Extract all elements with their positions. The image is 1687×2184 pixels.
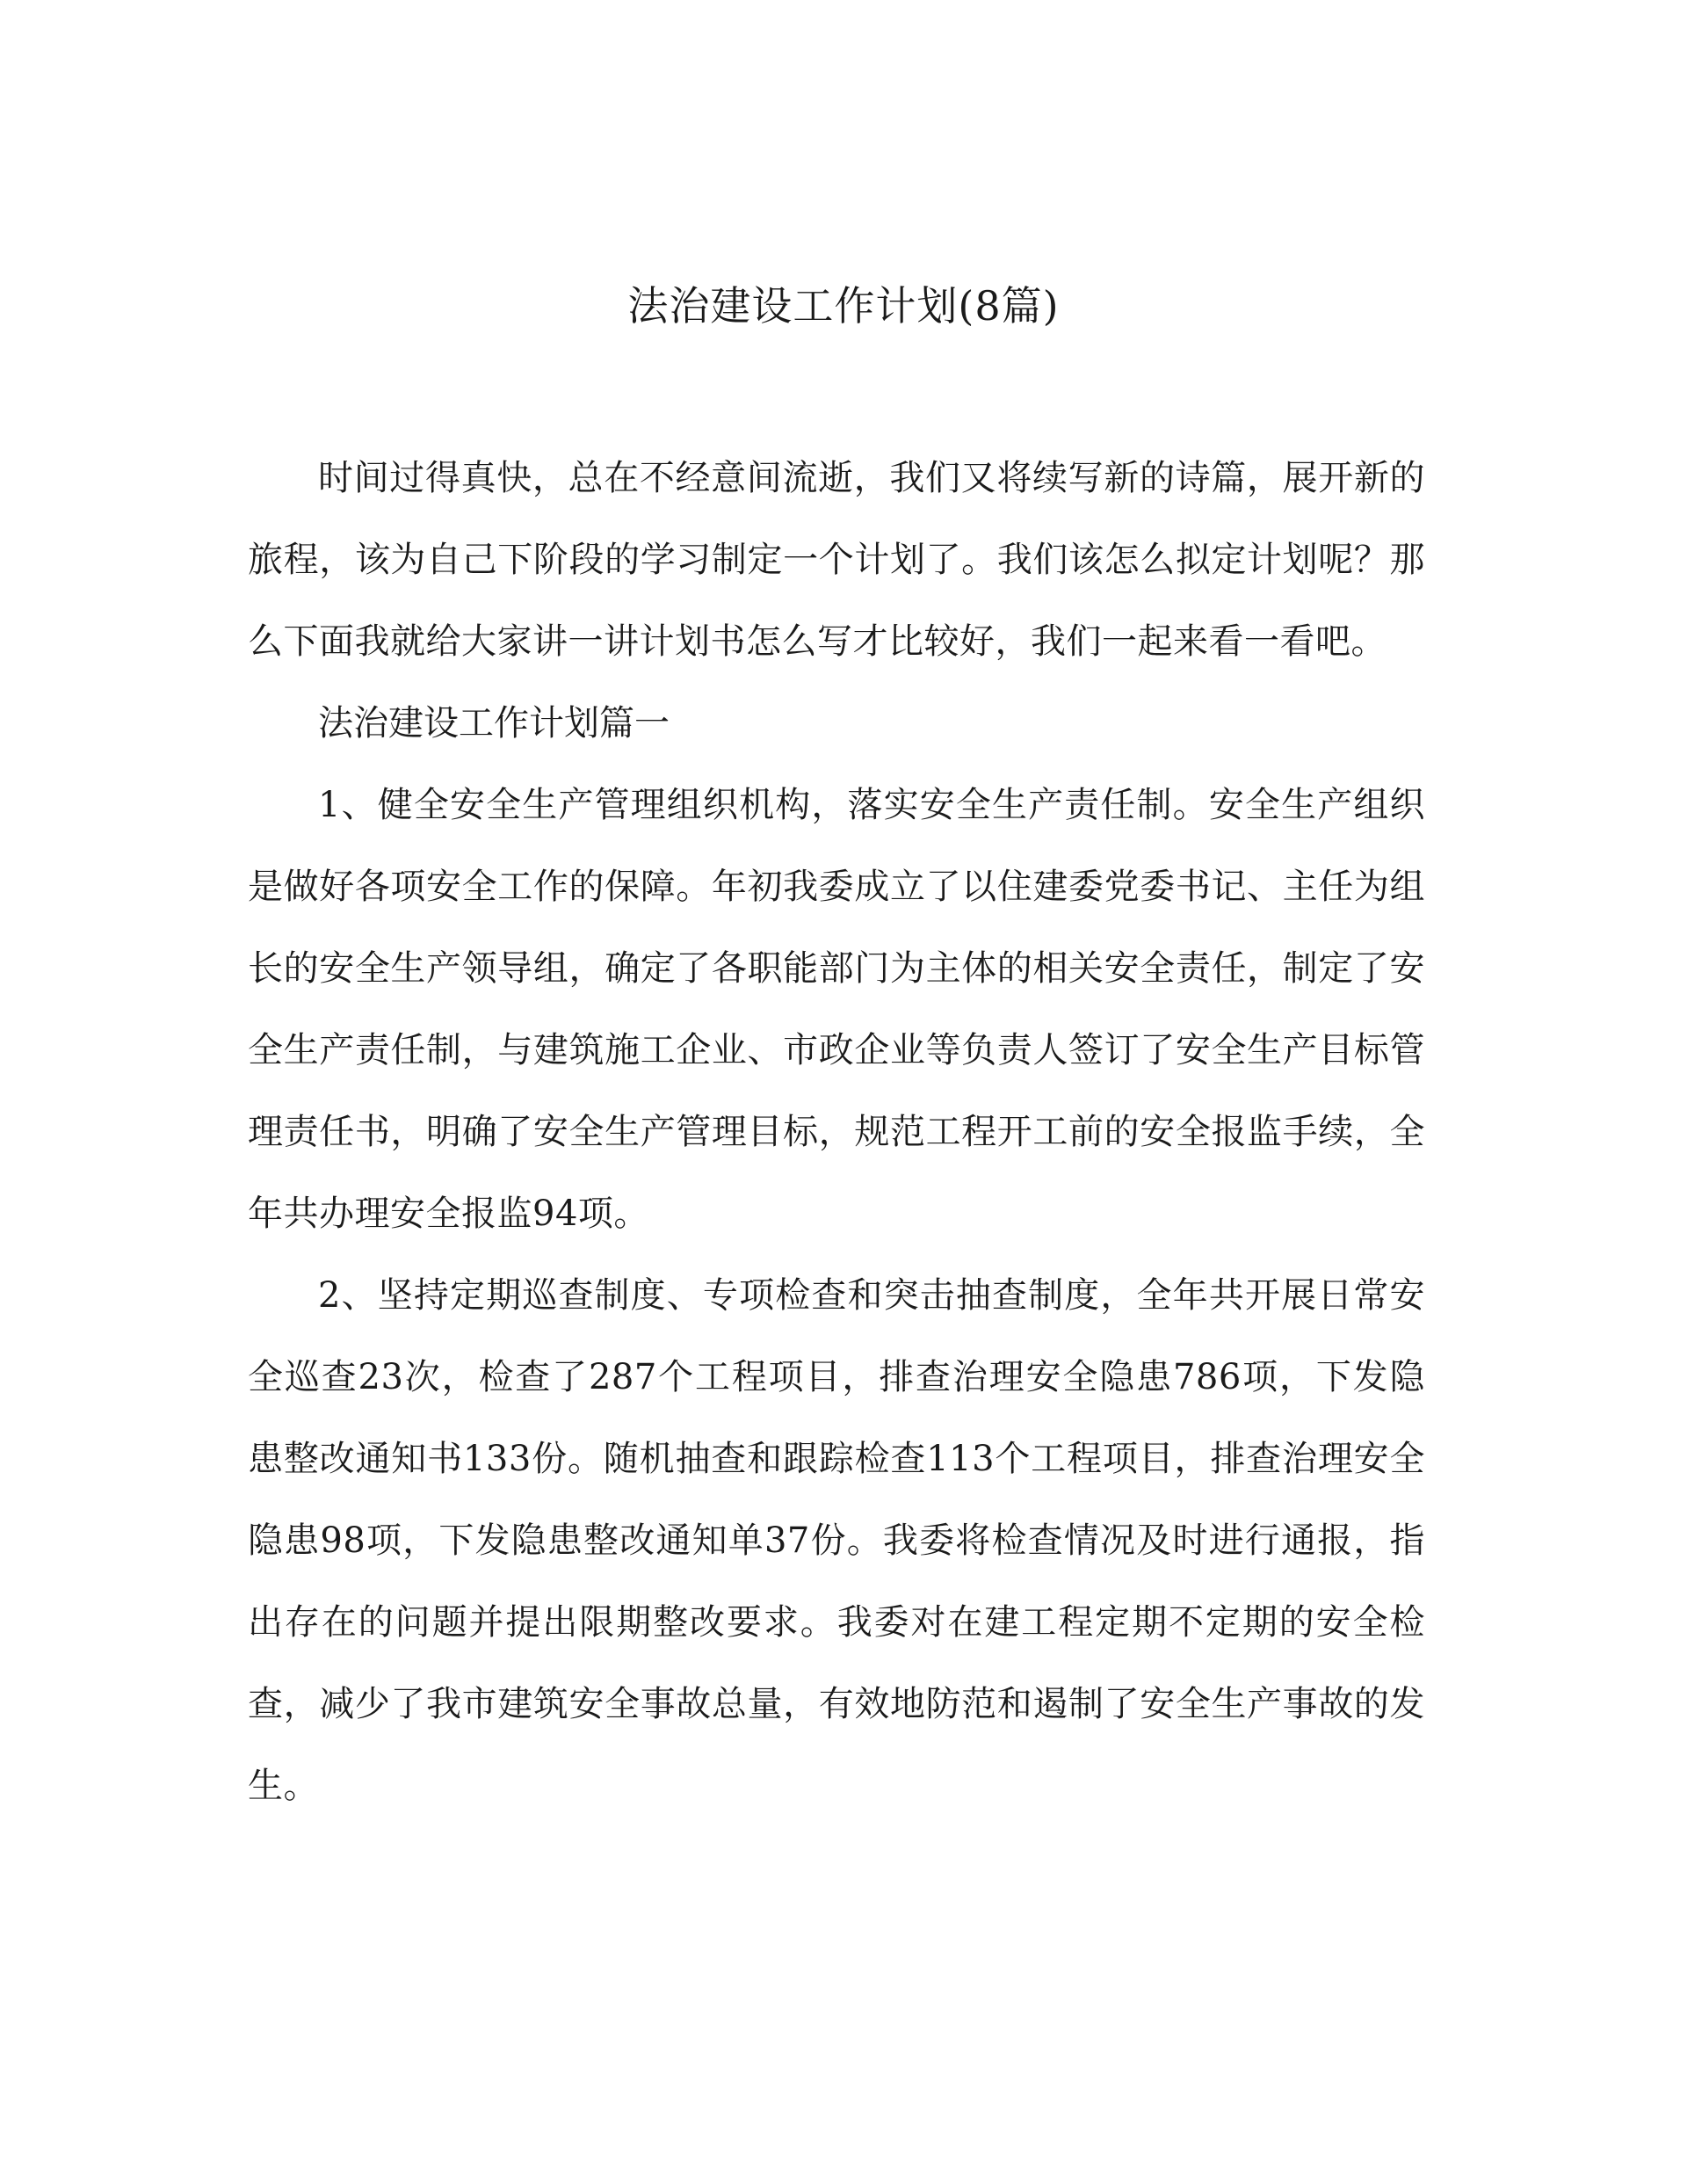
body-paragraph-1: 1、健全安全生产管理组织机构，落实安全生产责任制。安全生产组织是做好各项安全工作的保障。年初我委成立了以住建委党委书记、主任为组长的安全生产领导组，确定了各职能部门为主体的相关安全责任，制定了安全生产责任制，与建筑施工企业、市政企业等负责人签订了安全生产目标管理责任书，明确了安全生产管理目标，规范工程开工前的安全报监手续，全年共办理安全报监94项。 (248, 785, 1425, 1234)
intro-paragraph: 时间过得真快，总在不经意间流逝，我们又将续写新的诗篇，展开新的旅程，该为自己下阶段的学习制定一个计划了。我们该怎么拟定计划呢？那么下面我就给大家讲一讲计划书怎么写才比较好，我们一起来看一看吧。 (248, 458, 1425, 662)
section-heading: 法治建设工作计划篇一 (318, 703, 670, 744)
document-title: 法治建设工作计划(8篇) (627, 282, 1060, 330)
document-body (248, 438, 1425, 1827)
body-paragraph-2: 2、坚持定期巡查制度、专项检查和突击抽查制度，全年共开展日常安全巡查23次，检查了287个工程项目，排查治理安全隐患786项，下发隐患整改通知书133份。随机抽查和跟踪检查113个工程项目，排查治理安全隐患98项，下发隐患整改通知单37份。我委将检查情况及时进行通报，指出存在的问题并提出限期整改要求。我委对在建工程定期不定期的安全检查，减少了我市建筑安全事故总量，有效地防范和遏制了安全生产事故的发生。 (248, 1275, 1425, 1806)
